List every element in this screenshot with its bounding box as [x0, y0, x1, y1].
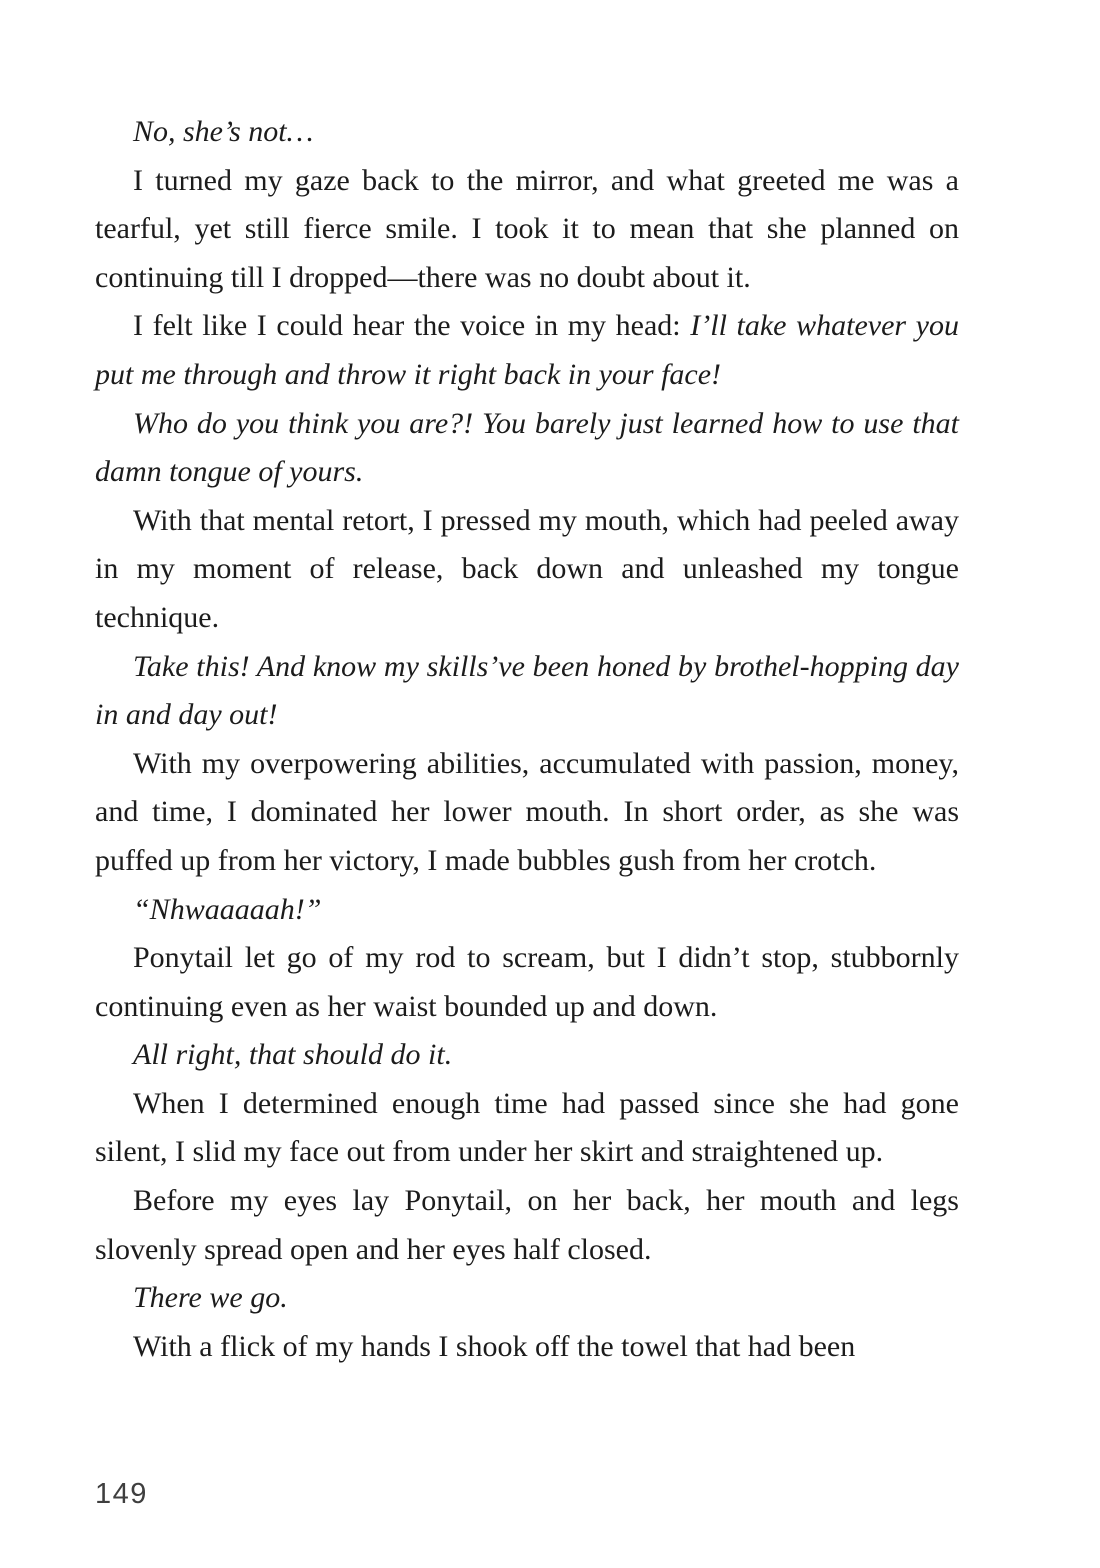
paragraph [95, 643, 959, 740]
page-number: 149 [95, 1478, 148, 1510]
text-run: When I determined enough time had passed since she had gone silent, I slid my face out from under her skirt and straightened up. [95, 1086, 959, 1169]
paragraph [95, 400, 959, 497]
paragraph [95, 1080, 959, 1177]
paragraph [95, 886, 959, 935]
text-run: I felt like I could hear the voice in my head: [133, 309, 691, 343]
text-run-italic: There we go. [133, 1281, 288, 1315]
paragraph [95, 1031, 959, 1080]
text-run-italic: I’ll take whatever you put me through and throw it right back in your face! [95, 309, 959, 391]
text-run-italic: Who do you think you are?! You barely just learned how to use that damn tongue of yours. [95, 406, 959, 489]
paragraph [95, 934, 959, 1031]
paragraph [95, 108, 959, 157]
text-run: I turned my gaze back to the mirror, and what greeted me was a tearful, yet still fierce smile. I took it to mean that she planned on continuing till I dropped—there was no doubt about it. [95, 163, 959, 294]
paragraph [95, 740, 959, 886]
text-run-italic: No, she’s not… [133, 115, 314, 148]
text-run: With my overpowering abilities, accumulated with passion, money, and time, I dominated her lower mouth. In short order, as she was puffed up from her victory, I made bubbles gush from her crotch. [95, 746, 959, 877]
text-run: Ponytail let go of my rod to scream, but I didn’t stop, stubbornly continuing even as her waist bounded up and down. [95, 941, 959, 1023]
paragraph [95, 497, 959, 643]
paragraph [95, 1177, 959, 1274]
text-run: With that mental retort, I pressed my mouth, which had peeled away in my moment of release, back down and unleashed my tongue technique. [95, 503, 959, 634]
paragraph [95, 1323, 959, 1372]
text-run: Before my eyes lay Ponytail, on her back, her mouth and legs slovenly spread open and her eyes half closed. [95, 1184, 959, 1266]
text-run-italic: Take this! And know my skills’ve been honed by brothel-hopping day in and day out! [95, 649, 959, 732]
text-run-italic: All right, that should do it. [133, 1038, 453, 1072]
paragraph [95, 1274, 959, 1323]
paragraph [95, 157, 959, 303]
paragraph [95, 302, 959, 399]
text-run-italic: “Nhwaaaaah!” [133, 892, 322, 926]
text-run: With a flick of my hands I shook off the towel that had been [133, 1329, 856, 1363]
body-text [95, 108, 959, 1371]
